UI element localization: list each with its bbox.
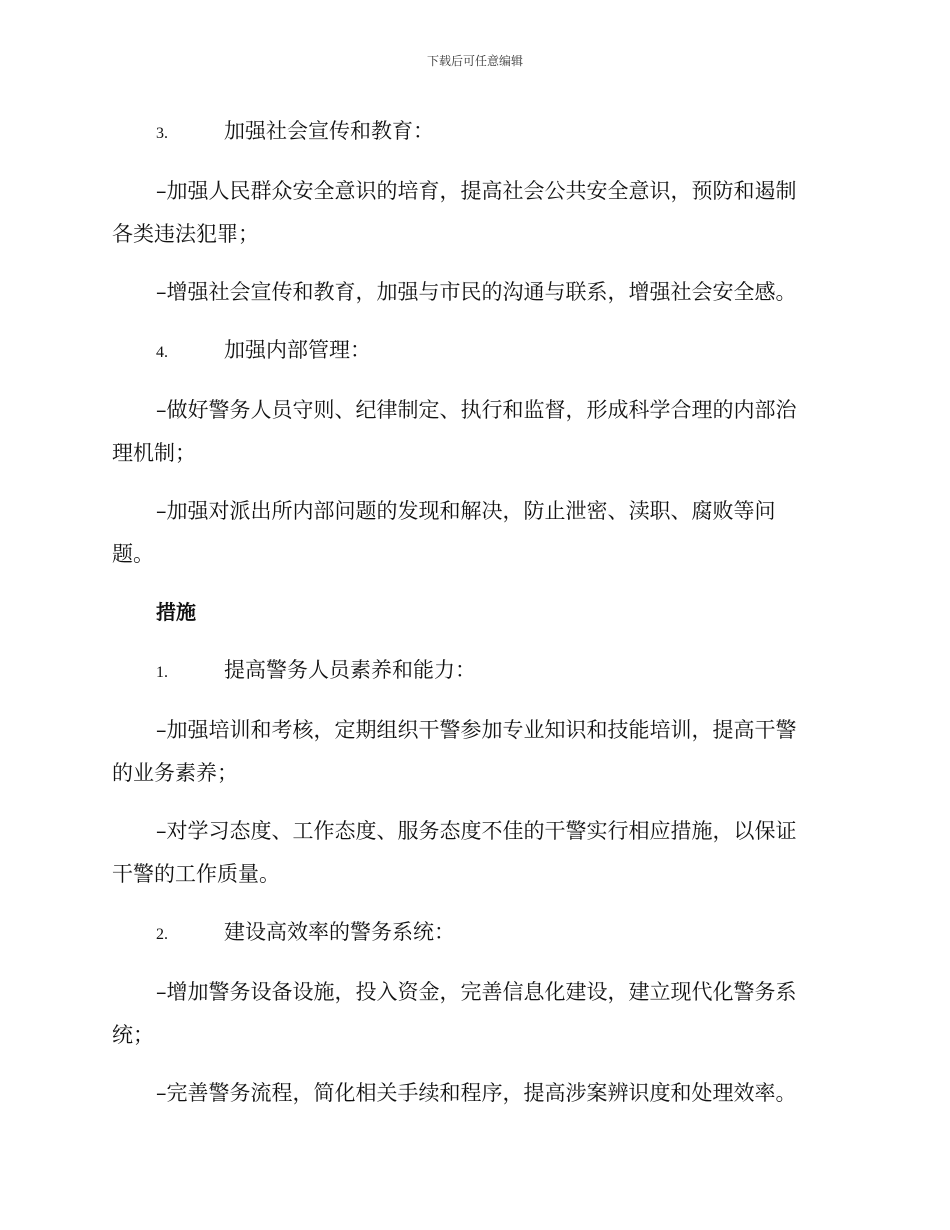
bullet-paragraph: [112, 810, 824, 896]
paragraph-line: –加强对派出所内部问题的发现和解决，防止泄密、渎职、腐败等问: [156, 499, 776, 523]
numbered-item-3: [112, 110, 824, 155]
paragraph-line: 统；: [112, 1023, 154, 1047]
bullet-paragraph: [112, 490, 824, 576]
paragraph-line: –对学习态度、工作态度、服务态度不佳的干警实行相应措施，以保证: [156, 819, 797, 843]
paragraph-line: –增加警务设备设施，投入资金，完善信息化建设，建立现代化警务系: [156, 980, 797, 1004]
page-header: 下载后可任意编辑: [426, 54, 523, 68]
document-body: [112, 110, 824, 1130]
item-title: 提高警务人员素养和能力：: [224, 658, 476, 682]
paragraph-line: –加强培训和考核，定期组织干警参加专业知识和技能培训，提高干警: [156, 718, 797, 742]
paragraph-line: 的业务素养；: [112, 761, 238, 785]
item-title: 建设高效率的警务系统：: [224, 920, 455, 944]
bullet-paragraph: [112, 709, 824, 795]
paragraph-line: –做好警务人员守则、纪律制定、执行和监督，形成科学合理的内部治: [156, 398, 797, 422]
bullet-paragraph: [112, 271, 824, 314]
paragraph-line: 理机制；: [112, 441, 196, 465]
section-heading: [112, 591, 824, 634]
numbered-item-1: [112, 649, 824, 694]
paragraph-line: –加强人民群众安全意识的培育，提高社会公共安全意识，预防和遏制: [156, 179, 797, 203]
bullet-paragraph: [112, 1072, 824, 1115]
paragraph-line: –增强社会宣传和教育，加强与市民的沟通与联系，增强社会安全感。: [156, 280, 797, 304]
item-number: 2.: [156, 926, 168, 943]
item-title: 加强内部管理：: [224, 338, 371, 362]
bullet-paragraph: [112, 389, 824, 475]
numbered-item-2: [112, 911, 824, 956]
paragraph-line: 题。: [112, 542, 154, 566]
bullet-paragraph: [112, 971, 824, 1057]
item-number: 3.: [156, 125, 168, 142]
paragraph-line: 干警的工作质量。: [112, 862, 280, 886]
paragraph-line: –完善警务流程，简化相关手续和程序，提高涉案辨识度和处理效率。: [156, 1081, 797, 1105]
section-heading-text: 措施: [156, 600, 196, 624]
item-number: 4.: [156, 344, 168, 361]
paragraph-line: 各类违法犯罪；: [112, 222, 259, 246]
item-title: 加强社会宣传和教育：: [224, 119, 434, 143]
numbered-item-4: [112, 329, 824, 374]
bullet-paragraph: [112, 170, 824, 256]
item-number: 1.: [156, 664, 168, 681]
